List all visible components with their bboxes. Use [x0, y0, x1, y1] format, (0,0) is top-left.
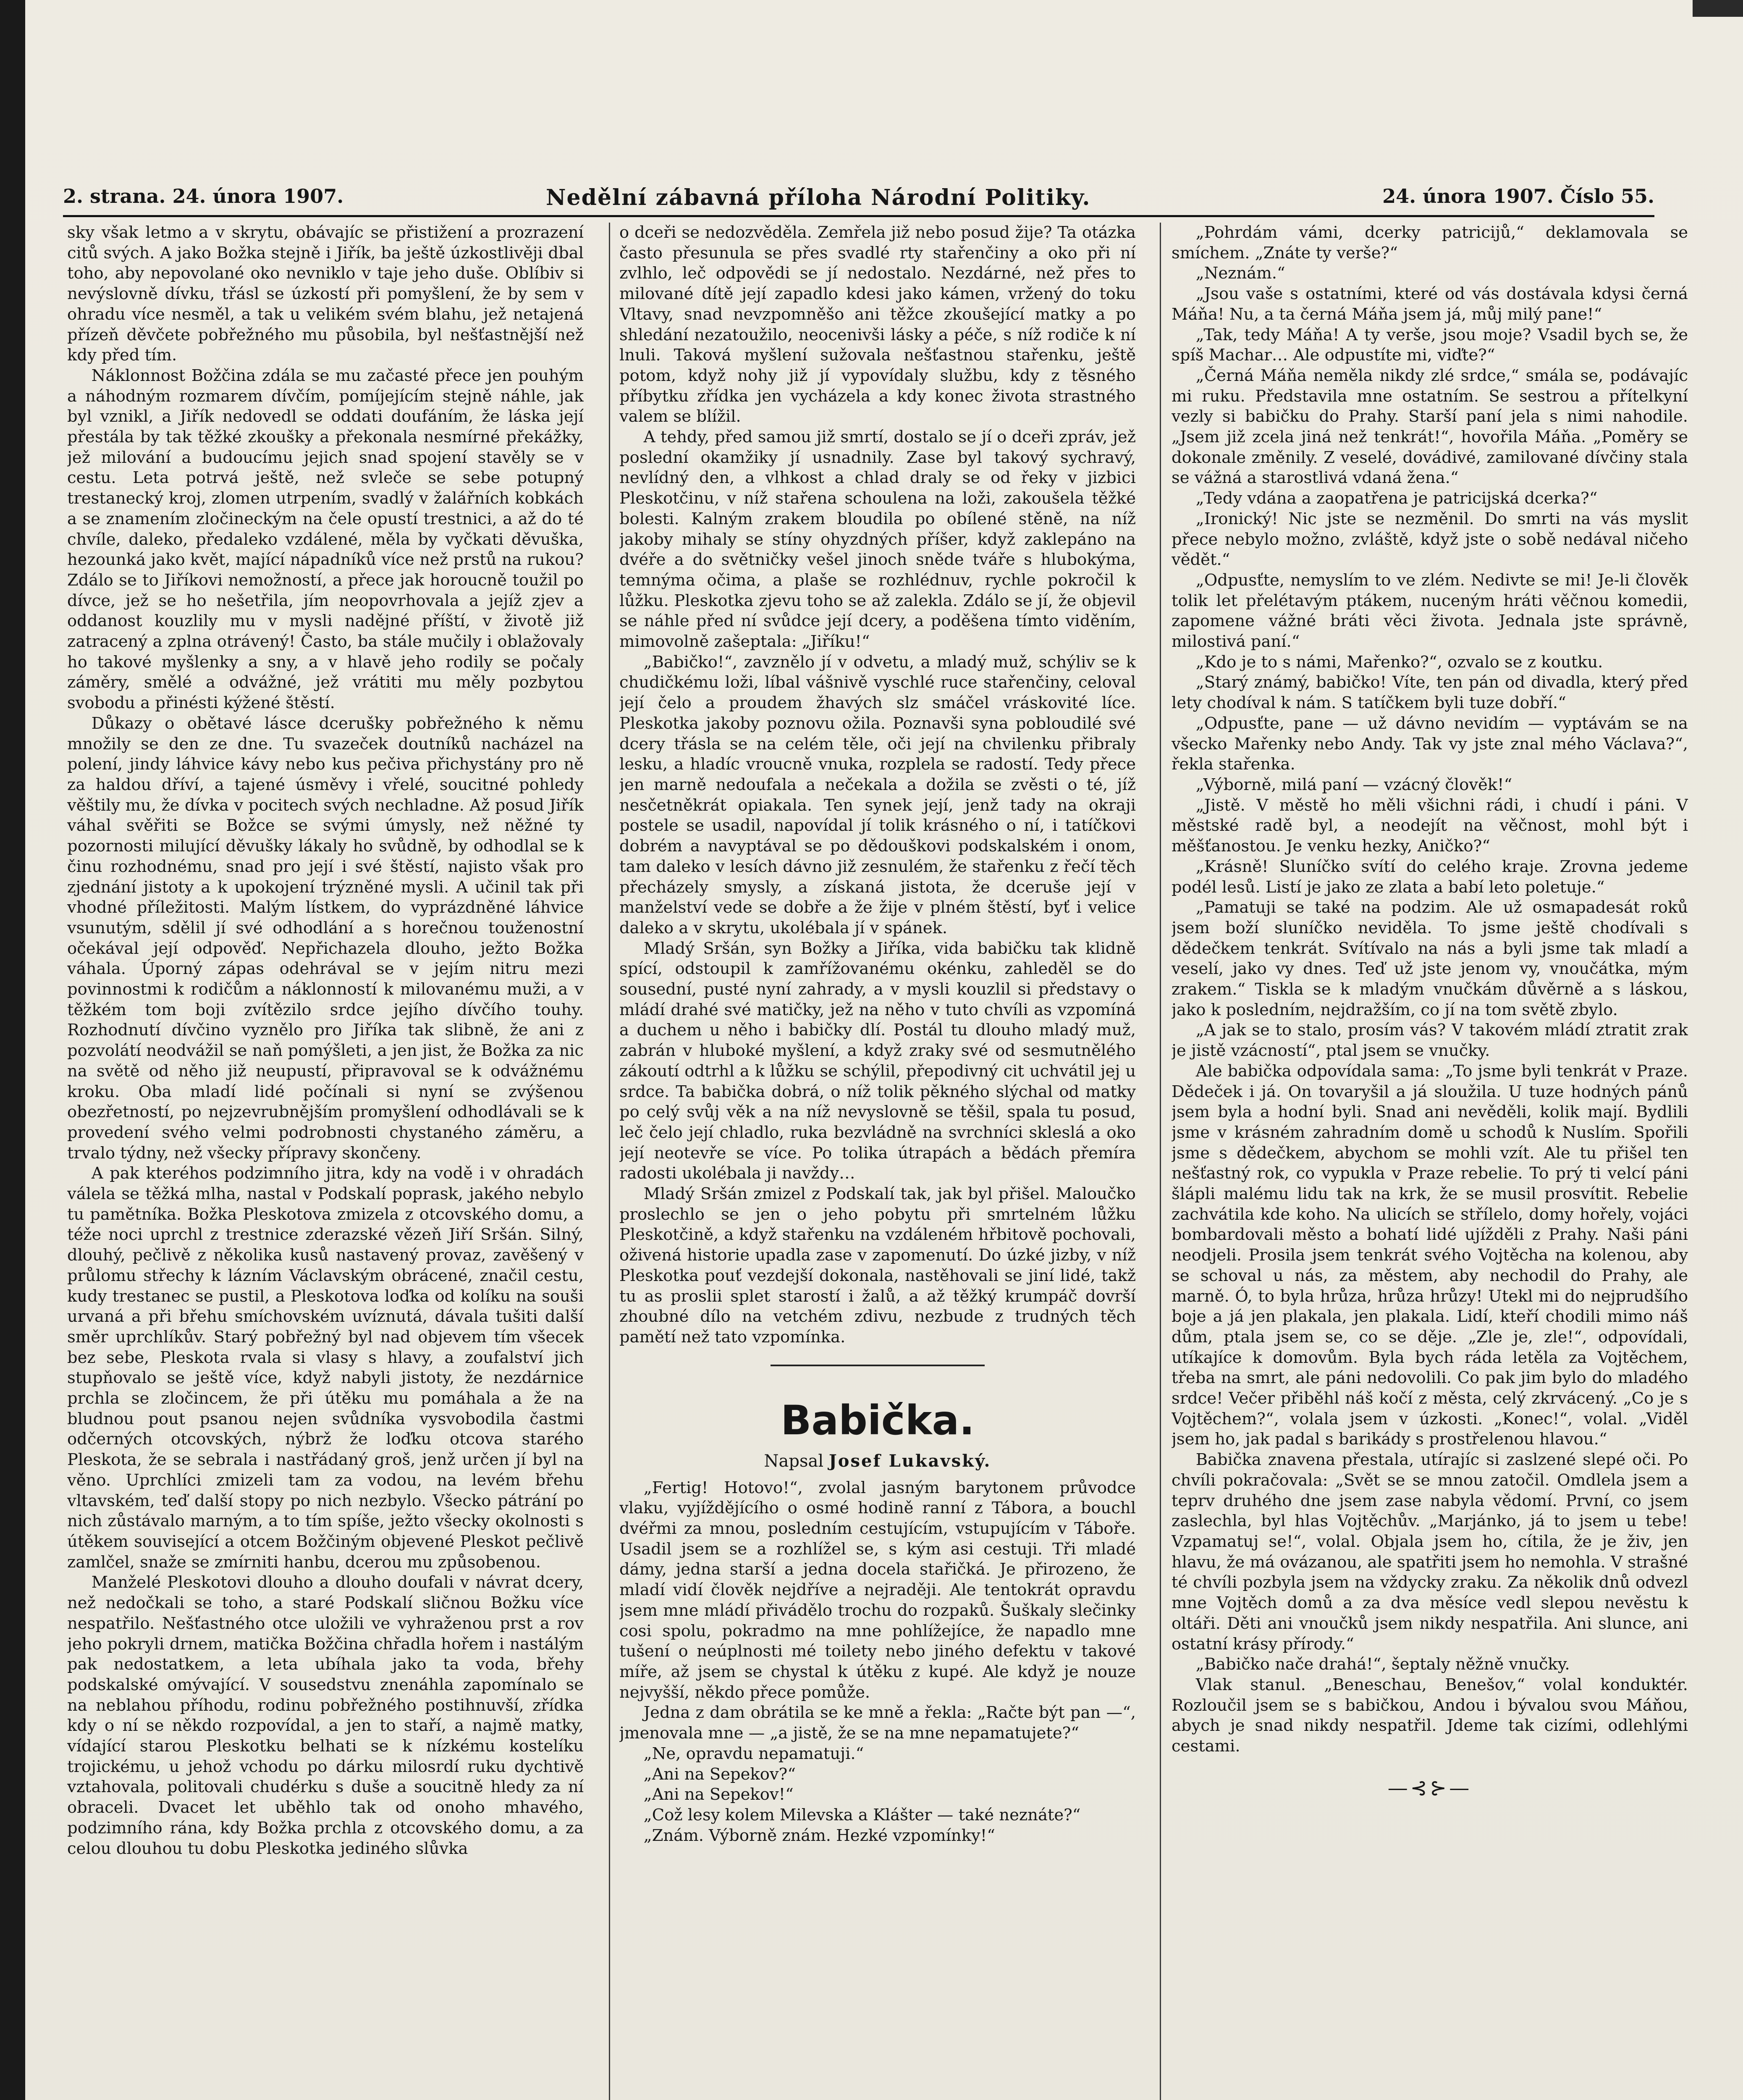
paragraph: „Ani na Sepekov!“ — [643, 1785, 794, 1804]
paragraph: „Výborně, milá paní — vzácný člověk!“ — [1195, 775, 1512, 794]
paragraph: „Krásně! Sluníčko svítí do celého kraje. Zrovna jedeme podél lesů. Listí je jako ze zlata a babí leto poletuje.“ — [1172, 857, 1688, 897]
paragraph: „Fertig! Hotovo!“, zvolal jasným barytonem průvodce vlaku, vyjíždějícího o osmé hodině ranní z Tábora, a bouchl dvéřmi za mnou, posledním cestujícím, vstupujícím v Táboře. Usadil jsem se a rozhlížel se, s kým asi cestuji. Tři mladé dámy, jedna starší a jedna docela stařičká. Je přirozeno, že mladí vidí člověk nejdříve a nejraději. Ale tentokrát opravdu jsem mne mládí přivádělo trochu do rozpaků. Šuškaly slečinky cosi spolu, pokradmo na mne pohlížejíce, že napadlo mne tušení o neúplnosti mé toilety nebo jiného defektu v takové míře, až jsem se chystal k útěku z kupé. Ale když je nouze nejvyšší, někdo přece pomůže. — [619, 1478, 1136, 1702]
paragraph: „Tedy vdána a zaopatřena je patricijská dcerka?“ — [1195, 489, 1598, 508]
paragraph: sky však letmo a v skrytu, obávajíc se přistižení a prozrazení citů svých. A jako Božka stejně i Jiřík, ba ještě úzkostlivěji dbal toho, aby nepovolané oko nevniklo v taje jeho duše. Oblíbiv si nevýslovně dívku, třásl se úzkostí při pomyšlení, že by sem v ohradu více nesměl, a tak u velikém svém blahu, jež netajená přízeň děvčete pobřežného mu působila, byl nešťastnější než kdy před tím. — [67, 223, 584, 365]
paragraph: Manželé Pleskotovi dlouho a dlouho doufali v návrat dcery, než nedočkali se toho, a staré Podskalí sličnou Božku více nespatřilo. Nešťastného otce uložili ve vyhraženou prst a rov jeho pokryli drnem, matička Božčina chřadla hořem i nastálým pak nedostatkem, a leta ubíhala jako ta voda, břehy podskalské omývající. V sousedstvu znenáhla zapomínalo se na neblahou příhodu, rodinu pobřežného postihnuvší, zřídka kdy o ní se někdo rozpovídal, a jen to staří, a najmě matky, vídající starou Pleskotku belhati se k nízkému kostelíku trojickému, u jehož vchodu po dárku milosrdí ruku dychtivě vztahovala, politovali chudérku s duše a soucitně hledy za ní obraceli. Dvacet let uběhlo tak od onoho mhavého, podzimního rána, kdy Božka prchla z otcovského domu, a za celou dlouhou tu dobu Pleskotka jediného slůvka — [67, 1573, 584, 1858]
paragraph: „Odpusťte, pane — už dávno nevidím — vyptávám se na všecko Mařenky nebo Andy. Tak vy jste znal mého Václava?“, řekla stařenka. — [1172, 714, 1688, 774]
paragraph: Mladý Sršán, syn Božky a Jiříka, vida babičku tak klidně spící, odstoupil k zamřížovanému okénku, zahleděl se do sousední, pusté nyní zahrady, a v mysli kouzlil si představy o mládí drahé své matičky, jež na něho v tuto chvíli as vzpomíná a duchem u něho i babičky dlí. Postál tu dlouho mladý muž, zabrán v hluboké myšlení, a když zraky své od sesmutnělého zákoutí odtrhl a k lůžku se schýlil, přepodivný cit uchvátil jej u srdce. Ta babička dobrá, o níž tolik pěkného slýchal od matky po celý svůj věk a na níž nevyslovně se těšil, spala tu posud, leč čelo její chladlo, ruka bezvládně na svrchníci skleslá a oko její neotevře se více. Po tolika útrapách a bědách přemíra radosti ukolébala ji navždy… — [619, 939, 1136, 1183]
paragraph: A pak kteréhos podzimního jitra, kdy na vodě i v ohradách válela se těžká mlha, nastal v Podskalí poprask, jakého nebylo tu pamětníka. Božka Pleskotova zmizela z otcovského domu, a téže noci uprchl z trestnice zderazské vězeň Jiří Sršán. Silný, dlouhý, pečlivě z několika kusů nastavený provaz, zavěšený v průlomu střechy k lázním Václavským obrácené, značil cestu, kudy trestanec se pustil, a Pleskotova loďka od kolíku na souši urvaná a při břehu smíchovském uvíznutá, dávala tušiti další směr uprchlíkův. Starý pobřežný byl nad objevem tím všecek bez sebe, Pleskota rvala si vlasy s hlavy, a zoufalství jich stupňovalo se ještě více, když nabyli jistoty, že nezdárnice prchla se zločincem, že při útěku mu pomáhala a že na bludnou pout psanou nejen svůdníka vysvobodila častmi odčerných otcovských, nýbrž že loďku otcova starého Pleskota, že se sebrala i nastřádaný groš, jenž určen jí byl na věno. Uprchlíci zmizeli tam za vodou, na levém břehu vltavském, teď další stopy po nich nezbylo. Všecko pátrání po nich zůstávalo marným, a to tím spíše, ježto všecky okolnosti s útěkem související a otcem Božčiným objevené Pleskot pečlivě zamlčel, snaže se zmírniti hanbu, dcerou mu způsobenou. — [67, 1164, 584, 1572]
paragraph: „Starý známý, babičko! Víte, ten pán od divadla, který před lety chodíval k nám. S tatíčkem byli tuze dobří.“ — [1172, 673, 1688, 713]
paragraph: „Neznám.“ — [1195, 264, 1285, 283]
page-header — [63, 185, 1654, 214]
paragraph: „Černá Máňa neměla nikdy zlé srdce,“ smála se, podávajíc mi ruku. Představila mne ostatním. Se sestrou a přítelkyní vezly si babičku do Prahy. Starší paní jela s nimi nahodile. „Jsem již zcela jiná než tenkrát!“, hovořila Máňa. „Poměry se dokonale změnily. Z veselé, dovádivé, zamilované dívčiny stala se vážná a starostlivá vdaná žena.“ — [1172, 366, 1688, 488]
story-byline — [619, 1450, 1136, 1472]
paragraph: A tehdy, před samou již smrtí, dostalo se jí o dceři zpráv, jež poslední okamžiky jí usnadnily. Zase byl takový sychravý, nevlídný den, a vlhkost a chlad draly se od řeky v jizbici Pleskotčinu, v níž stařena schoulena na loži, zakoušela těžké bolesti. Kalným zrakem bloudila po obílené stěně, na níž jakoby mihaly se stíny ohyzdných příšer, když zaklepáno na dvéře a do světničky vešel jinoch sněde tváře s hlubokýma, temnýma očima, a plaše se rozhlédnuv, rychle pokročil k lůžku. Pleskotka zjevu toho se až zalekla. Zdálo se jí, že objevil se náhle před ní svůdce její dcery, a poděšena tímto viděním, mimovolně zašeptala: „Jiříku!“ — [619, 428, 1136, 651]
paragraph: „Pohrdám vámi, dcerky patricijů,“ deklamovala se smíchem. „Znáte ty verše?“ — [1172, 223, 1688, 262]
paragraph: Důkazy o obětavé lásce dcerušky pobřežného k němu množily se den ze dne. Tu svazeček doutníků nacházel na polení, jindy láhvice kávy nebo kus pečiva přichystány pro ně za haldou dříví, a tajené úsměvy i vřelé, soucitné pohledy věštily mu, že dívka v pocitech svých nechladne. Až posud Jiřík váhal svěřiti se Božce se svými úmysly, než něžné ty pozornosti milující děvušky lákaly ho svůdně, by odhodlal se k činu rozhodnému, snad pro její i své štěstí, najisto však pro zjednání jistoty a k upokojení trýzněné mysli. A učinil tak při vhodné příležitosti. Malým lístkem, do vyprázdněné láhvice vsunutým, sdělil jí své odhodlání a s horečnou touženostní očekával její odpověď. Nepřichazela dlouho, ježto Božka váhala. Úporný zápas odehrával se v jejím nitru mezi povinnostmi k rodičům a náklonností k milovanému muži, a v těžkém tom boji zvítězilo srdce jejího dívčího touhy. Rozhodnutí dívčino vyznělo pro Jiříka tak slibně, že ani z pozvolátí neodvážil se naň pomýšleti, a jen jist, že Božka za nic na světě od něho již neupustí, připravoval se k odvážnému kroku. Oba mladí lidé počínali si nyní se zvýšenou obezřetností, po nejzevrubnějším promyšlení odhodlávali se k provedení svého velmi podrobnosti chystaného záměru, a trvalo týdny, než všecky přípravy skončeny. — [67, 714, 584, 1163]
paragraph: Vlak stanul. „Beneschau, Benešov,“ volal konduktér. Rozloučil jsem se s babičkou, Andou i bývalou svou Máňou, abych je snad nikdy nespatřil. Jdeme tak cizími, odlehlými cestami. — [1172, 1675, 1688, 1756]
paragraph: „Jistě. V městě ho měli všichni rádi, i chudí i páni. V městské radě byl, a neodejít na věčnost, mohl být i měšťanostou. Je venku hezky, Aničko?“ — [1172, 795, 1688, 856]
paragraph: „Ani na Sepekov?“ — [643, 1764, 796, 1784]
column-3 — [1172, 223, 1688, 2100]
paragraph: „Pamatuji se také na podzim. Ale už osmapadesát roků jsem boží sluníčko neviděla. To jsme ještě chodívali s dědečkem tenkrát. Svítívalo na nás a byli jsme tak mladí a veselí, jako vy dnes. Teď už jste jenom vy, vnoučátka, mým zrakem.“ Tiskla se k mladým vnučkám důvěrně a s láskou, jako k posledním, nejdražším, co jí na tom světě zbylo. — [1172, 898, 1688, 1019]
paragraph: „Babičko!“, zavznělo jí v odvetu, a mladý muž, schýliv se k chudičkému loži, líbal vášnivě vyschlé ruce stařenčiny, celoval její čelo a proudem žhavých slz smáčel vráskovité líce. Pleskotka jakoby poznovu ožila. Poznavši syna pobloudilé své dcery třásla se na celém těle, oči její na chvilenku přibraly lesku, a hladíc vroucně vnuka, rozplela se radostí. Tedy přece jen marně nedoufala a nečekala a dožila se zvěsti o té, jíž nesčetněkrát opiakala. Ten synek její, jenž tady na okraji postele se usadil, napovídal jí tolik krásného o ní, i tatíčkovi dobrém a navyptával se po dědouškovi podskalském i onom, tam daleko v lesích dávno již zesnulém, že stařenku z řečí těch přecházely smysly, a získaná jistota, že dceruše její v manželství vede se dobře a že žije v plném štěstí, byť i velice daleko a v skrytu, ukolébala jí v spánek. — [619, 652, 1136, 937]
header-date-left: 2. strana. 24. února 1907. — [63, 185, 344, 207]
scan-corner-shadow — [1693, 0, 1743, 17]
paragraph: Babička znavena přestala, utírajíc si zaslzené slepé oči. Po chvíli pokračovala: „Svět se se mnou zatočil. Omdlela jsem a teprv druhého dne jsem zase nabyla vědomí. První, co jsem zaslechla, byl hlas Vojtěchův. „Marjánko, já to jsem u tebe! Vzpamatuj se!“, volal. Objala jsem ho, cítila, že je živ, jen hlavu, že má ovázanou, ale spatřiti jsem ho nemohla. V strašné té chvíli pozbyla jsem na vždycky zraku. Za několik dnů odvezl mne Vojtěch domů a za dva měsíce vedl slepou nevěstu k oltáři. Děti ani vnoučků jsem nikdy nespatřila. Ani slunce, ani ostatní krásy přírody.“ — [1172, 1450, 1688, 1654]
header-rule — [63, 215, 1654, 217]
paragraph: „Kdo je to s námi, Mařenko?“, ozvalo se z koutku. — [1195, 652, 1603, 672]
paragraph: „Tak, tedy Máňa! A ty verše, jsou moje? Vsadil bych se, že spíš Machar… Ale odpustíte mi, viďte?“ — [1172, 325, 1688, 365]
paragraph: „Ne, opravdu nepamatuji.“ — [643, 1744, 864, 1763]
byline-prefix: Napsal — [764, 1451, 824, 1471]
paragraph: „Ironický! Nic jste se nezměnil. Do smrti na vás myslit přece nebylo možno, zvláště, když jste o sobě nedával ničeho vědět.“ — [1172, 509, 1688, 570]
paragraph: „Odpusťte, nemyslím to ve zlém. Nedivte se mi! Je-li člověk tolik let přelétavým ptákem, nuceným hráti věčnou komedii, zapomene vážné bráti věci života. Jednala jste správně, milostivá paní.“ — [1172, 570, 1688, 651]
column-divider — [1160, 223, 1161, 2100]
header-publication-title: Nedělní zábavná příloha Národní Politiky. — [546, 185, 1091, 210]
column-divider — [609, 223, 610, 2100]
paragraph: „Znám. Výborně znám. Hezké vzpomínky!“ — [643, 1826, 995, 1845]
paragraph: Mladý Sršán zmizel z Podskalí tak, jak byl přišel. Maloučko proslechlo se jen o jeho pobytu při smrtelném lůžku Pleskotčině, a když stařenku na vzdáleném hřbitově pochovali, oživená historie upadla zase v zapomenutí. Do úzké jizby, v níž Pleskotka pouť vezdejší dokonala, nastěhovali se jiní lidé, takž tu as proslii splet starostí i žalů, a až těžký krumpáč dovrší zhoubné dílo na vetchém zdivu, nezbude z trudných těch pamětí než tato vzpomínka. — [619, 1184, 1136, 1347]
paragraph: Ale babička odpovídala sama: „To jsme byli tenkrát v Praze. Dědeček i já. On tovaryšil a já sloužila. U tuze hodných pánů jsem byla a hodní byli. Snad ani nevěděli, kolik mají. Bydlili jsme v krásném zahradním domě u schodů k Nuslím. Spořili jsme s dědečkem, abychom se mohli vzít. Ale tu přišel ten nešťastný rok, co vypukla v Praze rebelie. To prý ti velcí páni šlápli malému lidu tak na krk, že se musil prosvítit. Rebelie zachvátila kde koho. Na ulicích se střílelo, domy hořely, vojáci bombardovali město a bohatí lidé ujížděli z Prahy. Naši páni neodjeli. Prosila jsem tenkrát svého Vojtěcha na kolenou, aby se schoval u nás, za městem, aby nechodil do Prahy, ale marně. Ó, to byla hrůza, hrůza hrůzy! Utekl mi do nejprudšího boje a já jen plakala, jen plakala. Lidí, kteří chodili mimo náš dům, ptala jsem se, co se děje. „Zle je, zle!“, odpovídali, utíkajíce k domovům. Byla bych ráda letěla za Vojtěchem, třeba na smrt, ale páni nedovolili. Co pak jim bylo do mladého srdce! Večer přiběhl náš kočí z města, celý zkrvácený. „Co je s Vojtěchem?“, volala jsem v úzkosti. „Konec!“, volal. „Viděl jsem ho, jak padal s barikády s prostřelenou hlavou.“ — [1172, 1061, 1688, 1449]
paragraph: o dceři se nedozvěděla. Zemřela již nebo posud žije? Ta otázka často přesunula se přes svadlé rty stařenčiny a oko při ní zvlhlo, leč odpovědi se jí nedostalo. Nezdárné, než přes to milované dítě její zapadlo kdesi jako kámen, vržený do toku Vltavy, snad nevzpomněšo ani těžce zkoušející matky a po shledání nezatoužilo, neocenivši lásky a péče, s níž rodiče k ní lnuli. Taková myšlení sužovala nešťastnou stařenku, ještě potom, když nohy již jí vypovídaly službu, kdy z těsného příbytku zřídka jen vycházela a kdy konec života strastného valem se blížil. — [619, 223, 1136, 426]
end-ornament: —⊰⊱— — [1387, 1776, 1472, 1800]
byline-author: Josef Lukavský. — [828, 1451, 991, 1471]
paragraph: „Což lesy kolem Milevska a Klášter — také neznáte?“ — [643, 1805, 1081, 1824]
paragraph: Jedna z dam obrátila se ke mně a řekla: „Račte být pan —“, jmenovala mne — „a jistě, že se na mne nepamatujete?“ — [619, 1703, 1136, 1743]
scan-edge-shadow — [0, 0, 25, 2100]
section-rule — [771, 1365, 985, 1366]
paragraph: „Babičko nače drahá!“, šeptaly něžně vnučky. — [1195, 1655, 1570, 1674]
paragraph: „A jak se to stalo, prosím vás? V takovém mládí ztratit zrak je jistě vzácností“, ptal jsem se vnučky. — [1172, 1021, 1688, 1060]
paragraph: Náklonnost Božčina zdála se mu začasté přece jen pouhým a náhodným rozmarem dívčím, pomíjejícím stejně náhle, jak byl vznikl, a Jiřík nedovedl se oddati doufáním, že láska její přestála by tak těžké zkoušky a překonala nesmírné překážky, jež milování a budoucímu jejich snad spojení stavěly se v cestu. Leta potrvá ještě, než svleče se sebe potupný trestanecký kroj, zlomen utrpením, svadlý v žalářních kobkách a se znamením zločineckým na čele opustí trestnici, a až do té chvíle, daleko, předaleko vzdálené, měla by vyčkati děvuška, hezounká jako květ, mající nápadníků více než prstů na rukou? Zdálo se to Jiříkovi nemožností, a přece jak horoucně toužil po dívce, jež se ho nešetřila, jím neopovrhovala a jejíž zjev a oddanost kouzlily mu v mysli nadějné příští, v životě již zatracený a zplna otrávený! Často, ba stále mučily i oblažovaly ho takové myšlenky a sny, a v hlavě jeho rodily se počaly záměry, smělé a odvážné, jež vrátiti mu měly pozbytou svobodu a přinésti kýžené štěstí. — [67, 366, 584, 713]
story-title: Babička. — [781, 1396, 975, 1444]
header-date-issue: 24. února 1907. Číslo 55. — [1382, 185, 1654, 207]
column-2 — [619, 223, 1136, 2100]
column-1 — [67, 223, 584, 2100]
paragraph: „Jsou vaše s ostatními, které od vás dostávala kdysi černá Máňa! Nu, a ta černá Máňa jsem já, můj milý pane!“ — [1172, 284, 1688, 324]
